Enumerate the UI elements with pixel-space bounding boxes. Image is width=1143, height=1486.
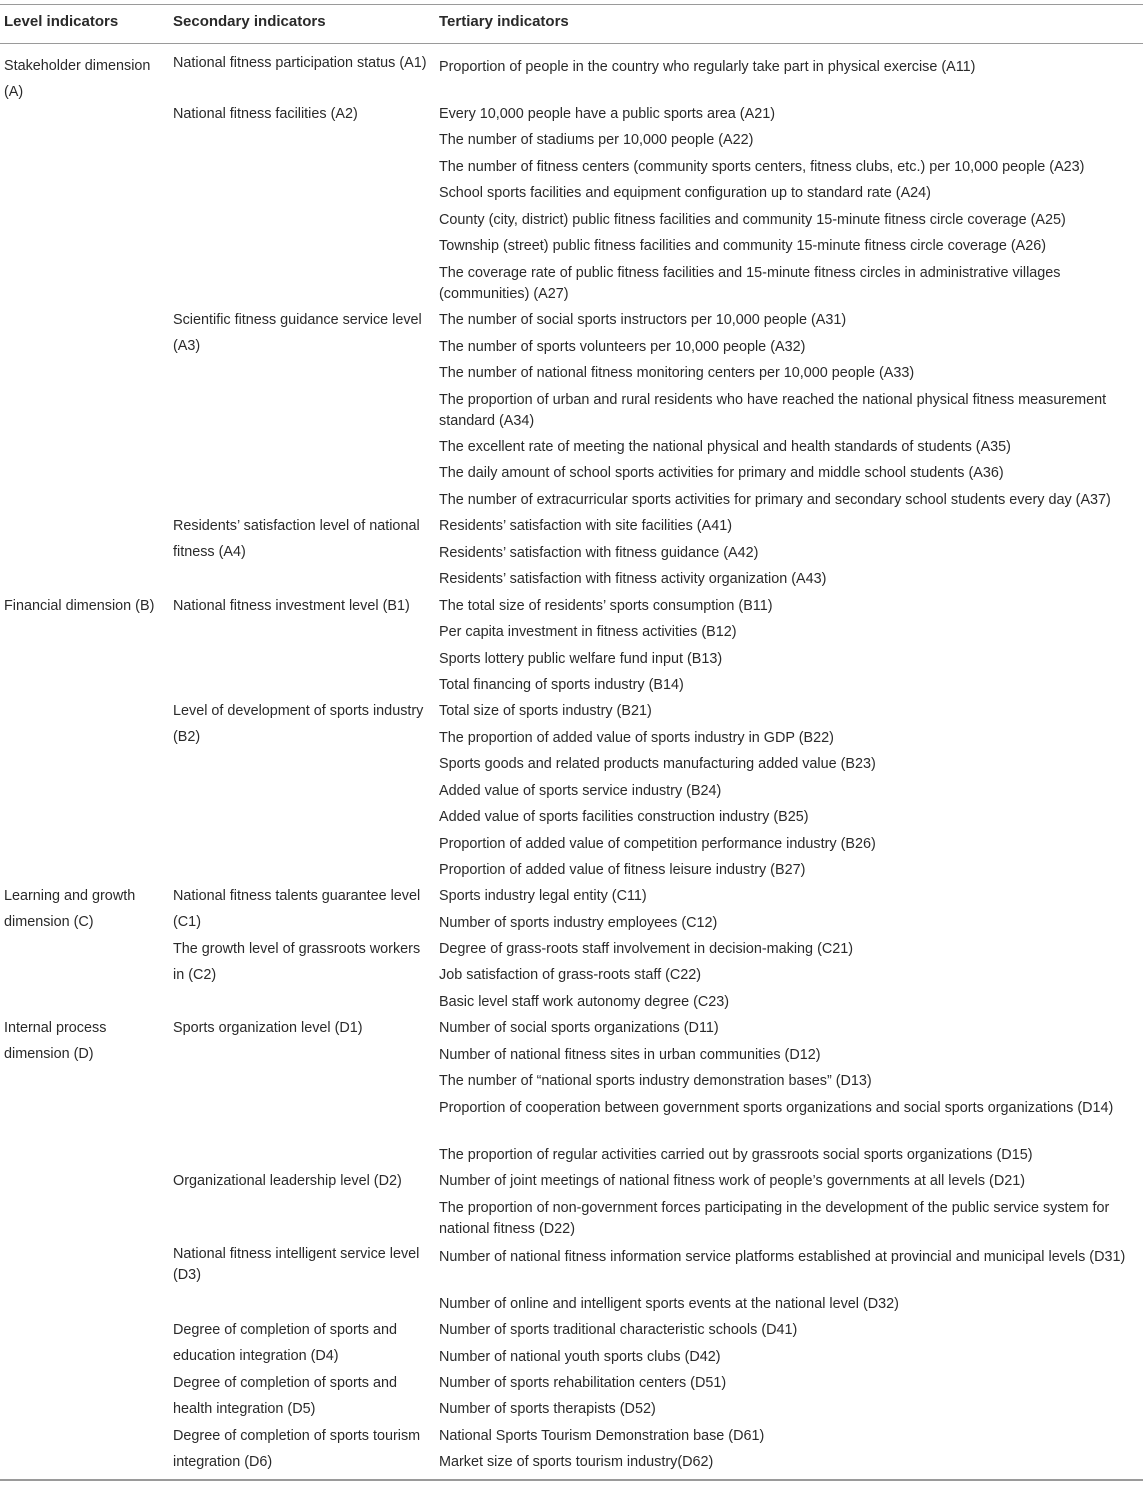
tertiary-indicator: The proportion of added value of sports industry in GDP (B22) [439, 730, 834, 746]
secondary-indicator: Degree of completion of sports tourism integration (D6) [173, 1428, 421, 1470]
level-indicator: Internal process dimension (D) [4, 1020, 107, 1062]
tertiary-indicator: Number of national fitness sites in urban communities (D12) [439, 1047, 821, 1063]
tertiary-indicator: Degree of grass-roots staff involvement in decision-making (C21) [439, 941, 854, 957]
tertiary-indicator: The total size of residents’ sports consumption (B11) [439, 598, 773, 614]
header-tertiary-indicators: Tertiary indicators [439, 13, 569, 30]
secondary-indicator: National fitness intelligent service level (D3) [173, 1246, 420, 1283]
header-secondary-indicators: Secondary indicators [173, 13, 326, 30]
tertiary-indicator: The number of stadiums per 10,000 people (A22) [439, 132, 754, 148]
tertiary-indicator: Residents’ satisfaction with fitness activity organization (A43) [439, 571, 827, 587]
tertiary-indicator: The proportion of non-government forces participating in the development of the public service system for national fitness (D22) [439, 1200, 1110, 1237]
level-indicator: Financial dimension (B) [4, 598, 155, 614]
tertiary-indicator: The proportion of regular activities carried out by grassroots social sports organizations (D15) [439, 1147, 1033, 1163]
tertiary-indicator: Per capita investment in fitness activities (B12) [439, 624, 737, 640]
secondary-indicator: The growth level of grassroots workers in (C2) [173, 941, 421, 983]
tertiary-indicator: The number of fitness centers (community sports centers, fitness clubs, etc.) per 10,000 people (A23) [439, 159, 1085, 175]
tertiary-indicator: Added value of sports service industry (B24) [439, 783, 722, 799]
tertiary-indicator: The number of sports volunteers per 10,000 people (A32) [439, 339, 806, 355]
tertiary-indicator: Number of sports rehabilitation centers (D51) [439, 1375, 727, 1391]
tertiary-indicator: County (city, district) public fitness facilities and community 15-minute fitness circle coverage (A25) [439, 212, 1066, 228]
tertiary-indicator: Residents’ satisfaction with site facilities (A41) [439, 518, 732, 534]
secondary-indicator: Organizational leadership level (D2) [173, 1173, 402, 1189]
secondary-indicator: National fitness talents guarantee level (C1) [173, 888, 421, 930]
tertiary-indicator: Basic level staff work autonomy degree (C23) [439, 994, 730, 1010]
tertiary-indicator: Number of sports therapists (D52) [439, 1401, 656, 1417]
tertiary-indicator: School sports facilities and equipment configuration up to standard rate (A24) [439, 185, 931, 201]
tertiary-indicator: Sports lottery public welfare fund input (B13) [439, 651, 723, 667]
tertiary-indicator: Job satisfaction of grass-roots staff (C22) [439, 967, 702, 983]
tertiary-indicator: The number of national fitness monitoring centers per 10,000 people (A33) [439, 365, 915, 381]
tertiary-indicator: Number of sports traditional characteristic schools (D41) [439, 1322, 798, 1338]
tertiary-indicator: Market size of sports tourism industry(D62) [439, 1454, 714, 1470]
tertiary-indicator: Sports industry legal entity (C11) [439, 888, 647, 904]
tertiary-indicator: Proportion of people in the country who regularly take part in physical exercise (A11) [439, 59, 976, 75]
tertiary-indicator: The number of extracurricular sports activities for primary and secondary school students every day (A37) [439, 492, 1111, 508]
header-level-indicators: Level indicators [4, 13, 119, 30]
tertiary-indicator: Every 10,000 people have a public sports area (A21) [439, 106, 775, 122]
header-rule [0, 43, 1143, 44]
tertiary-indicator: Proportion of added value of fitness leisure industry (B27) [439, 862, 806, 878]
secondary-indicator: Sports organization level (D1) [173, 1020, 363, 1036]
tertiary-indicator: Sports goods and related products manufacturing added value (B23) [439, 756, 876, 772]
table-top-rule [0, 4, 1143, 5]
tertiary-indicator: Number of online and intelligent sports events at the national level (D32) [439, 1296, 899, 1312]
tertiary-indicator: The proportion of urban and rural residents who have reached the national physical fitness measurement standard (A34) [439, 392, 1107, 429]
tertiary-indicator: The coverage rate of public fitness facilities and 15-minute fitness circles in administrative villages (communities) (A27) [439, 265, 1061, 302]
tertiary-indicator: The daily amount of school sports activities for primary and middle school students (A36) [439, 465, 1004, 481]
secondary-indicator: National fitness facilities (A2) [173, 106, 358, 122]
secondary-indicator: Degree of completion of sports and education integration (D4) [173, 1322, 397, 1364]
level-indicator: Learning and growth dimension (C) [4, 888, 136, 930]
tertiary-indicator: Number of sports industry employees (C12) [439, 915, 718, 931]
secondary-indicator: Degree of completion of sports and health integration (D5) [173, 1375, 397, 1417]
level-indicator: Stakeholder dimension (A) [4, 58, 151, 100]
tertiary-indicator: The number of “national sports industry demonstration bases” (D13) [439, 1073, 872, 1089]
tertiary-indicator: Number of joint meetings of national fitness work of people’s governments at all levels (D21) [439, 1173, 1026, 1189]
secondary-indicator: Level of development of sports industry (B2) [173, 703, 424, 745]
secondary-indicator: Scientific fitness guidance service level (A3) [173, 312, 422, 354]
tertiary-indicator: The excellent rate of meeting the national physical and health standards of students (A35) [439, 439, 1011, 455]
tertiary-indicator: Residents’ satisfaction with fitness guidance (A42) [439, 545, 759, 561]
tertiary-indicator: Added value of sports facilities construction industry (B25) [439, 809, 809, 825]
tertiary-indicator: Number of national youth sports clubs (D42) [439, 1349, 721, 1365]
secondary-indicator: National fitness investment level (B1) [173, 598, 410, 614]
table-bottom-rule [0, 1479, 1143, 1481]
tertiary-indicator: National Sports Tourism Demonstration base (D61) [439, 1428, 765, 1444]
tertiary-indicator: Proportion of cooperation between government sports organizations and social sports organizations (D14) [439, 1100, 1114, 1116]
tertiary-indicator: Total financing of sports industry (B14) [439, 677, 684, 693]
tertiary-indicator: Proportion of added value of competition performance industry (B26) [439, 836, 876, 852]
tertiary-indicator: Total size of sports industry (B21) [439, 703, 652, 719]
tertiary-indicator: Township (street) public fitness facilities and community 15-minute fitness circle coverage (A26) [439, 238, 1047, 254]
tertiary-indicator: Number of national fitness information service platforms established at provincial and municipal levels (D31) [439, 1249, 1126, 1265]
secondary-indicator: National fitness participation status (A1) [173, 55, 427, 71]
secondary-indicator: Residents’ satisfaction level of national fitness (A4) [173, 518, 420, 560]
tertiary-indicator: The number of social sports instructors per 10,000 people (A31) [439, 312, 847, 328]
tertiary-indicator: Number of social sports organizations (D11) [439, 1020, 719, 1036]
